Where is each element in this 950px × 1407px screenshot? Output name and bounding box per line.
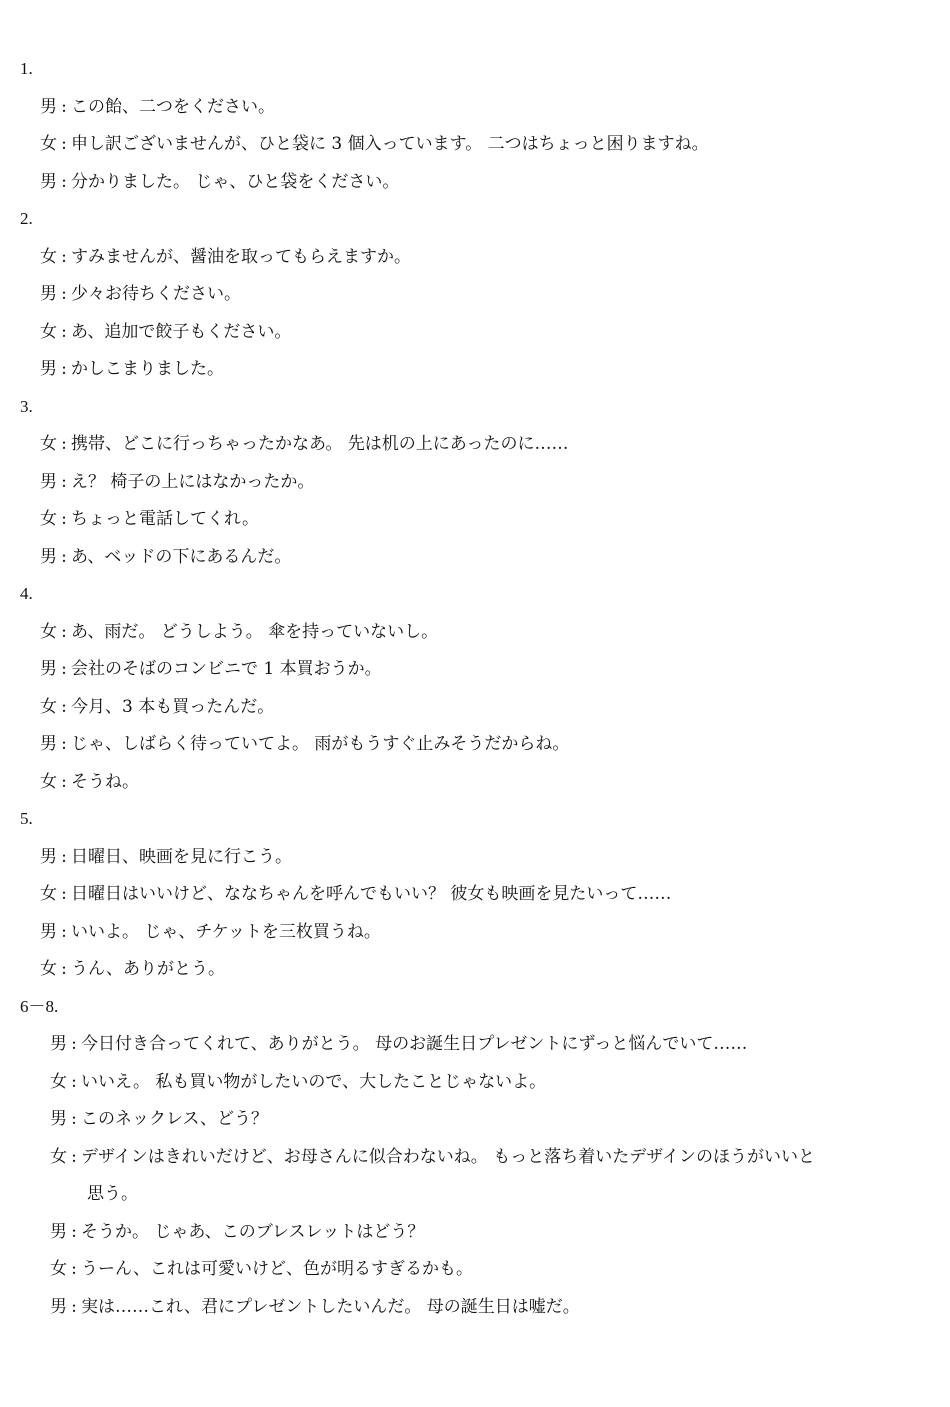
speaker-label: 女: [40, 509, 57, 529]
dialogue-text: 会社のそばのコンビニで 1 本買おうか。: [71, 659, 382, 679]
dialogue-text: 日曜日、映画を見に行こう。: [71, 846, 292, 867]
dialogue-line: [50, 1296, 580, 1318]
dialogue-line: [50, 1221, 424, 1243]
speaker-separator: :: [61, 734, 67, 754]
speaker-separator: :: [61, 434, 67, 454]
dialogue-text: じゃ、しばらく待っていてよ。 雨がもうすぐ止みそうだからね。: [71, 734, 570, 754]
dialogue-line: [40, 921, 381, 943]
dialogue-text: デザインはきれいだけど、お母さんに似合わないね。 もっと落ち着いたデザインのほうがいいと: [81, 1146, 816, 1167]
speaker-label: 女: [40, 621, 57, 642]
speaker-label: 男: [40, 659, 57, 679]
dialogue-text: いいえ。 私も買い物がしたいので、大したことじゃないよ。: [81, 1071, 547, 1092]
dialogue-line: [40, 771, 139, 793]
speaker-label: 男: [40, 171, 57, 192]
dialogue-line: [40, 171, 399, 193]
section-number: 6－8.: [20, 996, 59, 1016]
dialogue-line: [40, 133, 709, 155]
dialogue-line: [40, 958, 225, 980]
speaker-label: 男: [50, 1034, 67, 1054]
speaker-separator: :: [61, 471, 67, 492]
speaker-label: 男: [40, 471, 57, 492]
speaker-separator: :: [61, 321, 67, 342]
speaker-separator: :: [61, 134, 67, 154]
dialogue-line: [40, 321, 291, 343]
speaker-separator: :: [61, 96, 67, 117]
speaker-separator: :: [71, 1146, 77, 1167]
speaker-label: 女: [40, 246, 57, 267]
dialogue-line: [40, 733, 569, 755]
speaker-label: 女: [50, 1259, 67, 1279]
dialogue-text: そうね。: [71, 771, 139, 792]
speaker-label: 男: [40, 734, 57, 754]
dialogue-line: [40, 433, 569, 455]
speaker-separator: :: [61, 959, 67, 979]
speaker-label: 男: [50, 1221, 67, 1242]
speaker-label: 男: [40, 846, 57, 867]
dialogue-line: [50, 1108, 268, 1130]
speaker-separator: :: [61, 659, 67, 679]
dialogue-line: [40, 96, 275, 118]
speaker-separator: :: [71, 1034, 77, 1054]
dialogue-text: うーん、これは可愛いけど、色が明るすぎるかも。: [81, 1259, 474, 1279]
dialogue-continuation: 思う。: [87, 1184, 138, 1204]
speaker-separator: :: [71, 1221, 77, 1242]
section-number: 1.: [20, 59, 33, 78]
dialogue-text: 分かりました。 じゃ、ひと袋をください。: [71, 171, 400, 192]
dialogue-line: [40, 696, 274, 718]
page-cutoff: [0, 1330, 950, 1407]
dialogue-line: [40, 283, 241, 305]
speaker-label: 女: [50, 1146, 67, 1167]
dialogue-line: [50, 1071, 546, 1093]
dialogue-text: 携帯、どこに行っちゃったかなあ。 先は机の上にあったのに……: [71, 434, 569, 454]
dialogue-line: [40, 246, 411, 268]
dialogue-text: 実は……これ、君にプレゼントしたいんだ。 母の誕生日は嘘だ。: [81, 1296, 580, 1317]
speaker-label: 女: [40, 884, 57, 904]
section-number: 3.: [20, 396, 33, 416]
speaker-label: 女: [40, 434, 57, 454]
dialogue-line: [50, 1033, 747, 1055]
speaker-separator: :: [61, 884, 67, 904]
dialogue-line: [40, 358, 224, 380]
dialogue-line: [40, 471, 314, 493]
dialogue-text: うん、ありがとう。: [71, 959, 226, 979]
speaker-separator: :: [61, 171, 67, 192]
dialogue-text: ちょっと電話してくれ。: [71, 509, 260, 529]
speaker-label: 女: [40, 696, 57, 717]
speaker-separator: :: [61, 921, 67, 942]
section-number: 5.: [20, 809, 33, 828]
speaker-separator: :: [61, 509, 67, 529]
speaker-label: 男: [40, 921, 57, 942]
dialogue-text: 少々お待ちください。: [71, 284, 241, 304]
dialogue-line: [40, 546, 291, 568]
speaker-separator: :: [71, 1296, 77, 1317]
speaker-label: 女: [40, 321, 57, 342]
speaker-label: 男: [40, 546, 57, 567]
speaker-label: 男: [50, 1296, 67, 1317]
speaker-separator: :: [71, 1071, 77, 1092]
dialogue-text: 日曜日はいいけど、ななちゃんを呼んでもいい？ 彼女も映画を見たいって……: [71, 884, 672, 904]
dialogue-text: 今日付き合ってくれて、ありがとう。 母のお誕生日プレゼントにずっと悩んでいて……: [81, 1034, 748, 1054]
dialogue-text: あ、雨だ。 どうしよう。 傘を持っていないし。: [71, 621, 439, 642]
dialogue-line: [40, 658, 382, 680]
dialogue-text: すみませんが、醤油を取ってもらえますか。: [71, 246, 411, 267]
speaker-separator: :: [61, 284, 67, 304]
speaker-label: 女: [40, 959, 57, 979]
speaker-separator: :: [61, 246, 67, 267]
dialogue-line: [40, 508, 259, 530]
speaker-separator: :: [61, 846, 67, 867]
speaker-label: 女: [40, 771, 57, 792]
speaker-label: 女: [50, 1071, 67, 1092]
dialogue-text: 申し訳ございませんが、ひと袋に 3 個入っています。 二つはちょっと困りますね。: [71, 134, 709, 154]
speaker-separator: :: [61, 621, 67, 642]
speaker-separator: :: [61, 546, 67, 567]
speaker-separator: :: [71, 1259, 77, 1279]
dialogue-line: [40, 883, 671, 905]
speaker-separator: :: [61, 771, 67, 792]
speaker-separator: :: [61, 696, 67, 717]
dialogue-line: [40, 621, 438, 643]
dialogue-text: この飴、二つをください。: [71, 96, 275, 117]
speaker-label: 男: [40, 96, 57, 117]
dialogue-text: 今月、3 本も買ったんだ。: [71, 696, 275, 717]
dialogue-text: え？ 椅子の上にはなかったか。: [71, 471, 315, 492]
dialogue-line: [40, 846, 292, 868]
speaker-label: 男: [40, 284, 57, 304]
dialogue-text: いいよ。 じゃ、チケットを三枚買うね。: [71, 921, 381, 942]
section-number: 2.: [20, 209, 33, 228]
speaker-separator: :: [71, 1109, 77, 1129]
speaker-separator: :: [61, 359, 67, 379]
speaker-label: 女: [40, 134, 57, 154]
dialogue-line: [50, 1146, 815, 1168]
dialogue-text: あ、ベッドの下にあるんだ。: [71, 546, 292, 567]
speaker-label: 男: [40, 359, 57, 379]
dialogue-text: あ、追加で餃子もください。: [71, 321, 292, 342]
dialogue-line: [50, 1258, 473, 1280]
dialogue-text: かしこまりました。: [71, 359, 224, 379]
dialogue-text: そうか。 じゃあ、このブレスレットはどう？: [81, 1221, 425, 1242]
speaker-label: 男: [50, 1109, 67, 1129]
dialogue-text: このネックレス、どう？: [81, 1109, 268, 1129]
section-number: 4.: [20, 584, 33, 603]
